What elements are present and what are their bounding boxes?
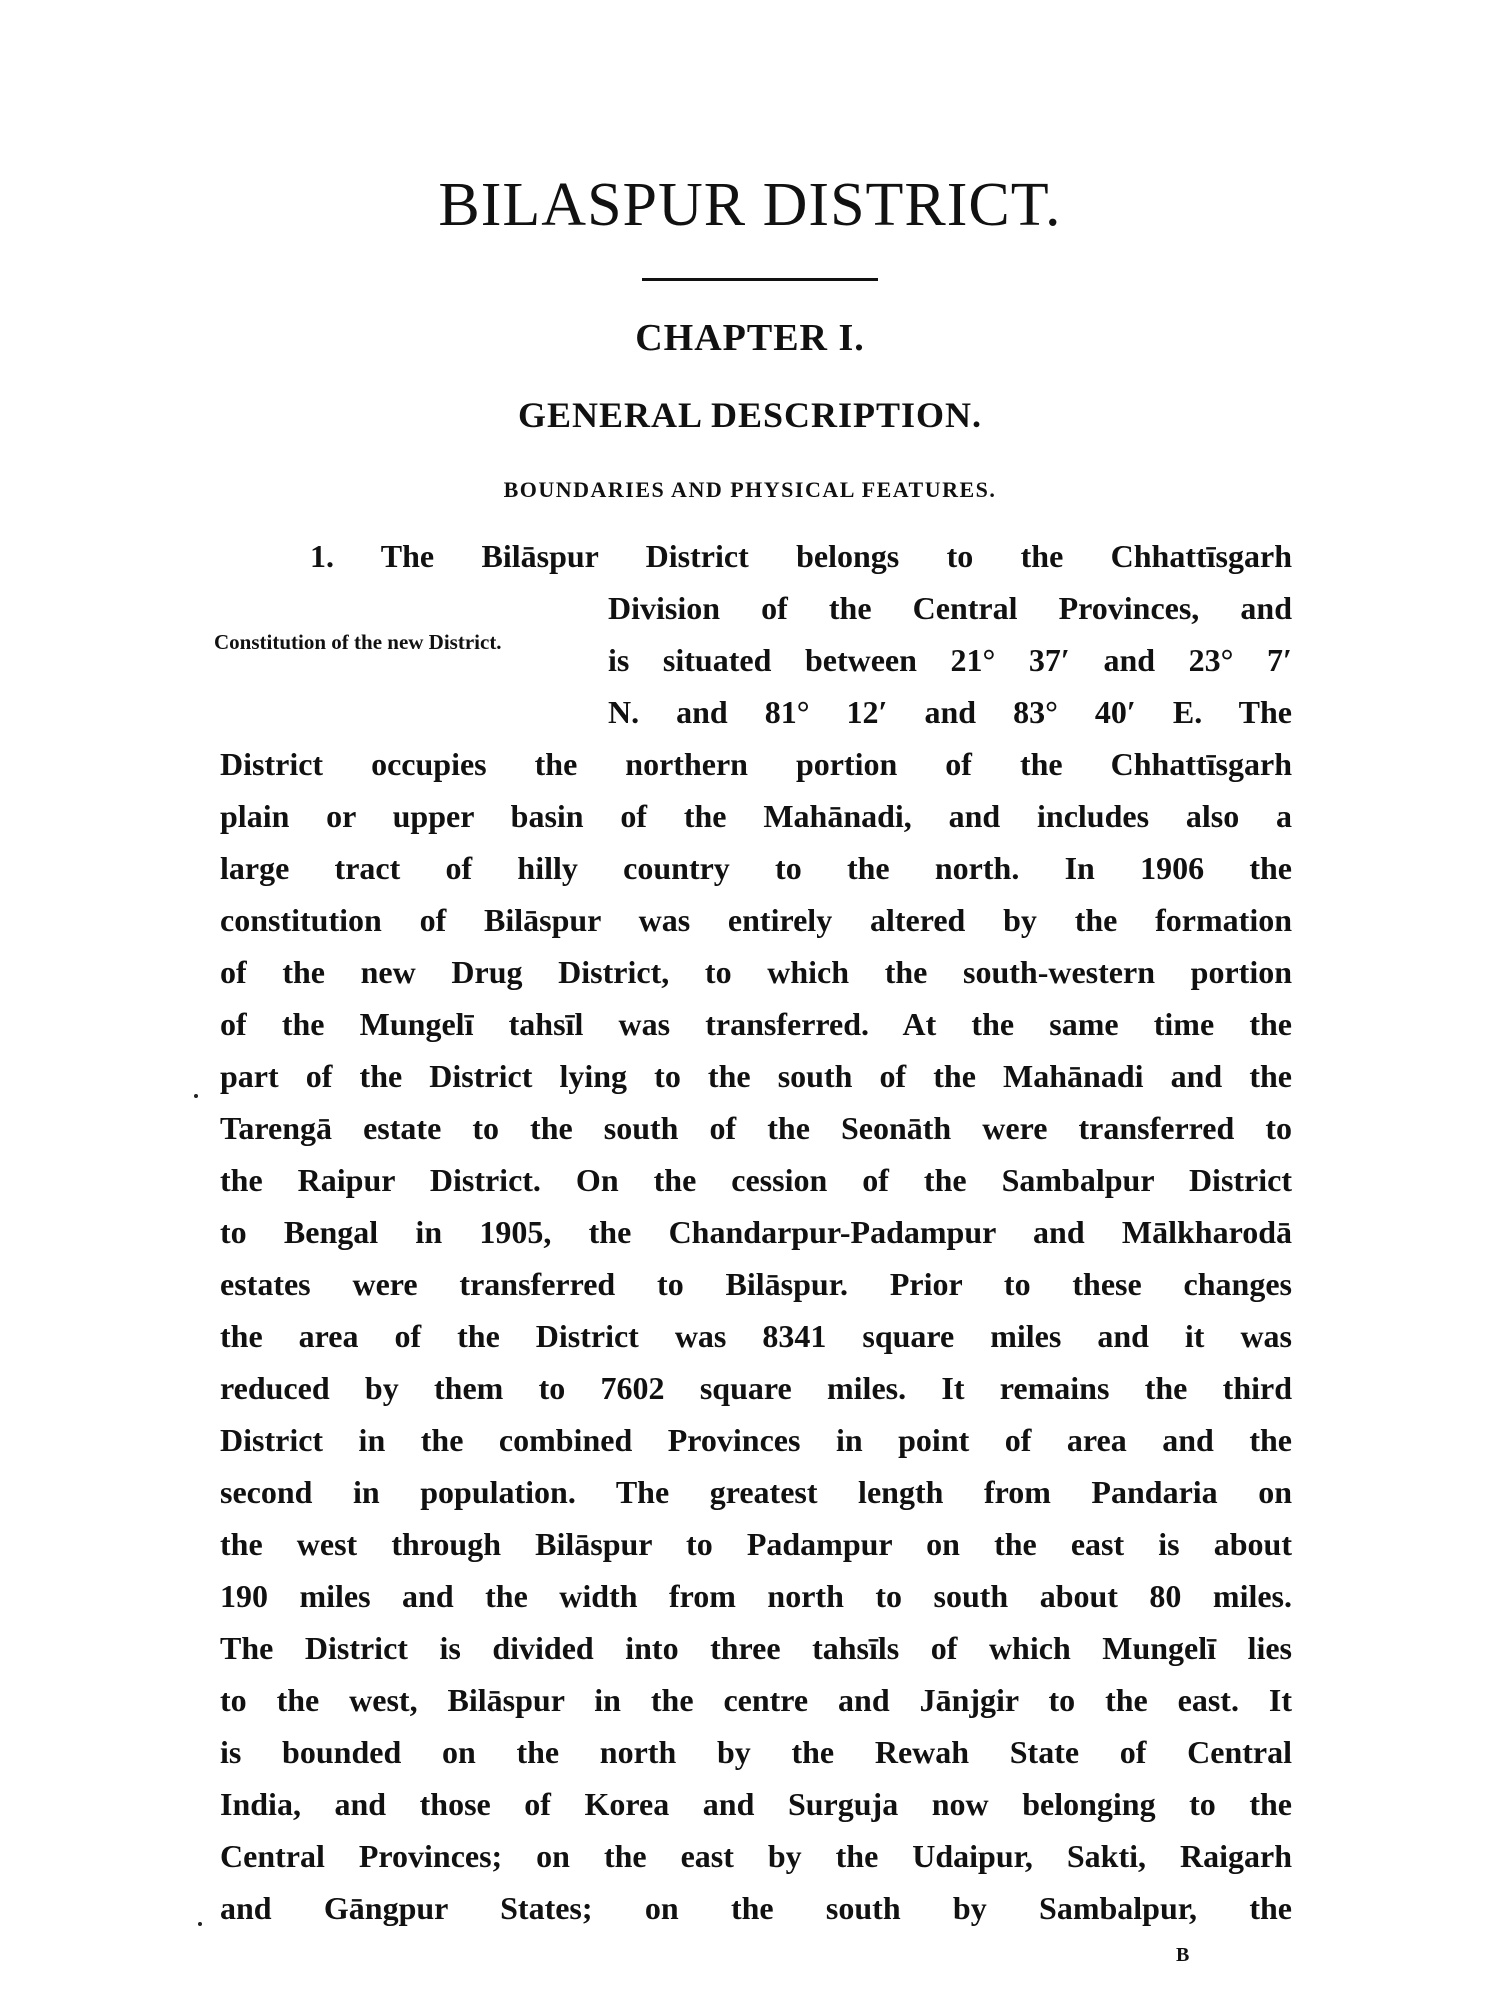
text-line: District in the combined Provinces in point of area and the bbox=[220, 1422, 1292, 1458]
text-line: to Bengal in 1905, the Chandarpur-Padampur and Mālkharodā bbox=[220, 1214, 1292, 1250]
text-line: constitution of Bilāspur was entirely altered by the formation bbox=[220, 902, 1292, 938]
text-line: to the west, Bilāspur in the centre and Jānjgir to the east. It bbox=[220, 1682, 1292, 1718]
chapter-heading: CHAPTER I. bbox=[635, 317, 865, 359]
subsection-heading: BOUNDARIES AND PHYSICAL FEATURES. bbox=[503, 477, 997, 502]
text-line: part of the District lying to the south of the Mahānadi and the bbox=[220, 1058, 1292, 1094]
text-line: of the new Drug District, to which the south-western portion bbox=[220, 954, 1292, 990]
text-line: Tarengā estate to the south of the Seonāth were transferred to bbox=[220, 1110, 1292, 1146]
print-speck bbox=[194, 1094, 198, 1098]
text-line: N. and 81° 12′ and 83° 40′ E. The bbox=[608, 694, 1292, 730]
signature-mark: B bbox=[1176, 1944, 1190, 1966]
text-line: the Raipur District. On the cession of the Sambalpur District bbox=[220, 1162, 1292, 1198]
text-line: the west through Bilāspur to Padampur on the east is about bbox=[220, 1526, 1292, 1562]
text-line: District occupies the northern portion of the Chhattīsgarh bbox=[220, 746, 1292, 782]
text-line: 190 miles and the width from north to south about 80 miles. bbox=[220, 1578, 1292, 1614]
text-line: of the Mungelī tahsīl was transferred. At the same time the bbox=[220, 1006, 1292, 1042]
text-line: plain or upper basin of the Mahānadi, and includes also a bbox=[220, 798, 1292, 834]
text-line: the area of the District was 8341 square miles and it was bbox=[220, 1318, 1292, 1354]
text-line: India, and those of Korea and Surguja now belonging to the bbox=[220, 1786, 1292, 1822]
text-line: is bounded on the north by the Rewah State of Central bbox=[220, 1734, 1292, 1770]
text-line: and Gāngpur States; on the south by Sambalpur, the bbox=[220, 1890, 1292, 1926]
text-line: large tract of hilly country to the north. In 1906 the bbox=[220, 850, 1292, 886]
title-rule bbox=[642, 278, 878, 281]
text-line: 1. The Bilāspur District belongs to the Chhattīsgarh bbox=[310, 538, 1292, 574]
page-title: BILASPUR DISTRICT. bbox=[438, 171, 1062, 239]
section-heading: GENERAL DESCRIPTION. bbox=[517, 395, 983, 435]
text-line: estates were transferred to Bilāspur. Prior to these changes bbox=[220, 1266, 1292, 1302]
text-line: second in population. The greatest length from Pandaria on bbox=[220, 1474, 1292, 1510]
text-line: reduced by them to 7602 square miles. It remains the third bbox=[220, 1370, 1292, 1406]
text-line: Division of the Central Provinces, and bbox=[608, 590, 1292, 626]
text-line: The District is divided into three tahsīls of which Mungelī lies bbox=[220, 1630, 1292, 1666]
text-line: is situated between 21° 37′ and 23° 7′ bbox=[608, 642, 1292, 678]
print-speck bbox=[198, 1922, 202, 1926]
text-line: Central Provinces; on the east by the Udaipur, Sakti, Raigarh bbox=[220, 1838, 1292, 1874]
marginal-note: Constitution of the new District. bbox=[214, 630, 502, 654]
